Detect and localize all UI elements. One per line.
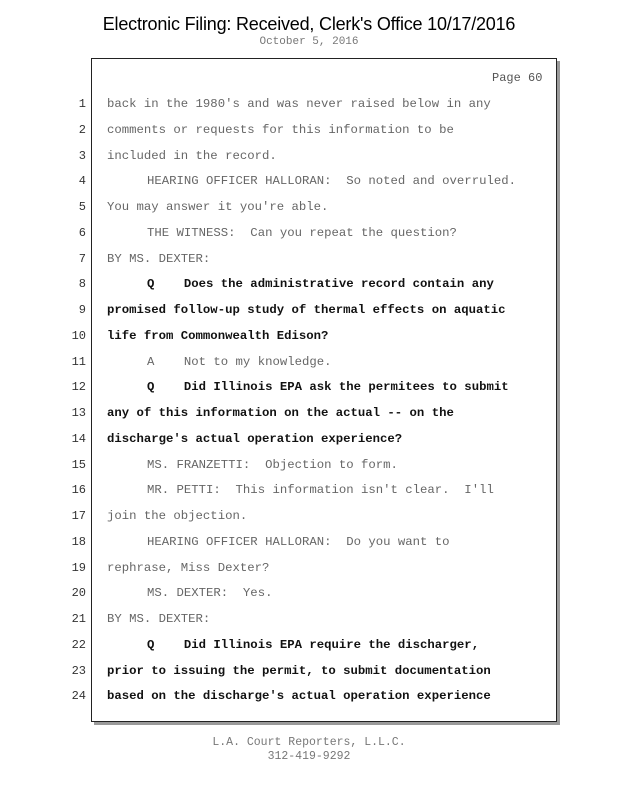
line-number: 23: [71, 663, 86, 678]
transcript-line: MS. FRANZETTI: Objection to form.: [147, 457, 398, 472]
transcript-line: any of this information on the actual -- on the: [107, 406, 454, 420]
line-number: 12: [71, 380, 86, 395]
transcript-line: back in the 1980's and was never raised below in any: [107, 97, 491, 111]
transcript-line: Q Did Illinois EPA ask the permitees to submit: [147, 380, 509, 395]
line-number: 9: [78, 303, 86, 317]
line-number: 15: [71, 457, 86, 472]
line-number: 21: [71, 612, 86, 626]
line-number: 10: [71, 328, 86, 343]
transcript-line: join the objection.: [107, 509, 248, 523]
line-number: 14: [71, 431, 86, 446]
line-number: 19: [71, 560, 86, 575]
transcript-line: prior to issuing the permit, to submit documentation: [107, 663, 491, 678]
line-number: 1: [78, 97, 86, 111]
transcript-line: comments or requests for this information to be: [107, 122, 454, 137]
transcript-line: promised follow-up study of thermal effects on aquatic: [107, 303, 506, 317]
line-number: 4: [78, 174, 86, 189]
transcript-body: [107, 92, 547, 710]
transcript-line: HEARING OFFICER HALLORAN: So noted and overruled.: [147, 174, 516, 189]
transcript-line: THE WITNESS: Can you repeat the question?: [147, 225, 457, 240]
court-reporter-phone: 312-419-9292: [267, 750, 351, 763]
line-number: 18: [71, 534, 86, 549]
line-number: 5: [78, 200, 86, 214]
line-number: 3: [78, 148, 86, 163]
line-number: 20: [71, 586, 86, 601]
transcript-line: rephrase, Miss Dexter?: [107, 560, 270, 575]
filing-stamp: Electronic Filing: Received, Clerk's Office 10/17/2016: [102, 14, 516, 34]
transcript-line: HEARING OFFICER HALLORAN: Do you want to: [147, 534, 450, 549]
page-number: Page 60: [492, 71, 543, 85]
hearing-date: October 5, 2016: [259, 36, 359, 48]
line-number: 8: [78, 277, 86, 292]
transcript-line: Q Did Illinois EPA require the discharger,: [147, 637, 480, 652]
transcript-line: included in the record.: [107, 148, 277, 163]
line-number: 24: [71, 689, 86, 704]
line-number: 16: [71, 483, 86, 498]
transcript-line: BY MS. DEXTER:: [107, 612, 211, 626]
line-number: 17: [71, 509, 86, 523]
transcript-line: Q Does the administrative record contain any: [147, 277, 494, 292]
line-number: 13: [71, 406, 86, 420]
transcript-line: You may answer it you're able.: [107, 200, 329, 214]
line-number: 22: [71, 637, 86, 652]
transcript-line: BY MS. DEXTER:: [107, 251, 211, 266]
court-reporter-name: L.A. Court Reporters, L.L.C.: [212, 736, 406, 749]
line-number: 6: [78, 225, 86, 240]
page-footer: [0, 736, 618, 764]
line-number: 2: [78, 122, 86, 137]
transcript-line: discharge's actual operation experience?: [107, 431, 403, 446]
line-number: 11: [71, 354, 86, 369]
line-number: 7: [78, 251, 86, 266]
transcript-line: life from Commonwealth Edison?: [107, 328, 329, 343]
transcript-line: MR. PETTI: This information isn't clear. I'll: [147, 483, 494, 498]
transcript-line: A Not to my knowledge.: [147, 354, 332, 369]
transcript-line: based on the discharge's actual operation experience: [107, 689, 491, 704]
transcript-line: MS. DEXTER: Yes.: [147, 586, 273, 601]
line-number-column: [60, 92, 86, 710]
